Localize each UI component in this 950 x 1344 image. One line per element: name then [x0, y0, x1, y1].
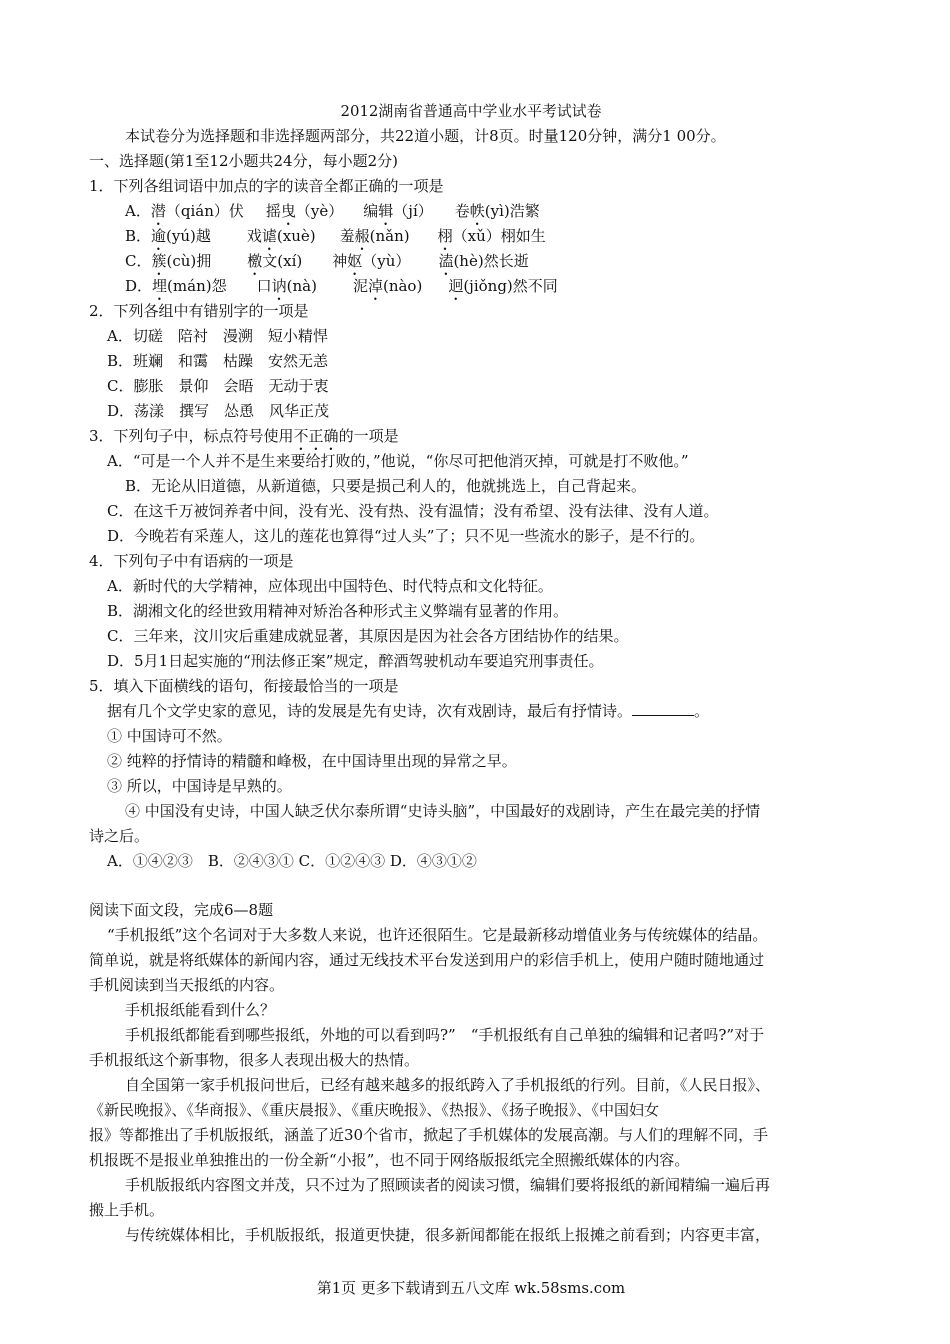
q1-option-d	[125, 276, 558, 304]
pinyin: (mán)怨	[167, 277, 227, 295]
reading-para-4-line-4: 机报既不是报业单独推出的一份全新“小报”，也不同于网络版报纸完全照搬纸媒体的内容。	[89, 1151, 690, 1169]
q3-option-b: B．无论从旧道德，从新道德，只要是损己利人的，他就挑选上，自己背起来。	[125, 477, 647, 495]
lead-end: 。	[694, 702, 710, 720]
q1-option-c	[125, 251, 529, 279]
dotted-char: 谑	[261, 227, 277, 245]
q5-sentence-4: ④ 中国没有史诗，中国人缺乏伏尔泰所谓“史诗头脑”，中国最好的戏剧诗，产生在最完美的抒情	[125, 802, 761, 820]
pinyin: (nà)	[286, 277, 317, 295]
pinyin: （yù）	[362, 252, 411, 270]
pinyin: （qián）伏	[165, 202, 244, 220]
reading-para-5-line-2: 搬上手机。	[89, 1201, 165, 1219]
reading-para-1-line-2: 简单说，就是将纸媒体的新闻内容，通过无线技术平台发送到用户的彩信手机上，使用户随时随地通过	[89, 951, 765, 969]
question-1-stem: 1．下列各组词语中加点的字的读音全都正确的一项是	[89, 177, 444, 195]
q4-option-d: D．5月1日起实施的“刑法修正案”规定，醉酒驾驶机动车要追究刑事责任。	[107, 652, 604, 670]
option-letter: B．	[125, 227, 152, 245]
pinyin: 文(xí)	[262, 252, 303, 270]
page-title: 2012湖南省普通高中学业水平考试试卷	[340, 102, 602, 120]
reading-para-4: 自全国第一家手机报问世后，已经有越来越多的报纸跨入了手机报纸的行列。目前，《人民日报》、	[125, 1076, 771, 1094]
q5-lead-sentence	[107, 701, 709, 721]
section-heading: 一、选择题(第1至12小题共24分，每小题2分)	[89, 152, 398, 170]
word-char: 神	[332, 252, 348, 270]
q4-option-c: C．三年来，汶川灾后重建成就显著，其原因是因为社会各方团结协作的结果。	[107, 627, 629, 645]
pinyin: (cù)拥	[166, 252, 212, 270]
dotted-char: 埋	[152, 277, 168, 295]
word-char: 泥	[352, 277, 368, 295]
pinyin: （jí）	[393, 202, 433, 220]
q4-option-a: A．新时代的大学精神，应体现出中国特色、时代特点和文化特征。	[107, 577, 553, 595]
dotted-char: 檄	[247, 252, 263, 270]
reading-para-1-line-3: 手机阅读到当天报纸的内容。	[89, 976, 285, 994]
q5-sentence-2: ② 纯粹的抒情诗的精髓和峰极，在中国诗里出现的异常之早。	[107, 752, 517, 770]
pinyin: (yì)浩繁	[484, 202, 540, 220]
reading-subheading: 手机报纸能看到什么？	[125, 1001, 276, 1019]
stem-text: 3．下列句子中，标点符号使用	[89, 427, 294, 445]
reading-para-1: “手机报纸”这个名词对于大多数人来说，也许还很陌生。它是最新移动增值业务与传统媒体的结晶。	[107, 926, 768, 944]
pinyin: (hè)然长逝	[453, 252, 529, 270]
dotted-char: 帙	[469, 202, 485, 220]
pinyin: （yè）	[295, 202, 344, 220]
question-2-stem: 2．下列各组中有错别字的一项是	[89, 302, 309, 320]
dotted-char: 淖	[367, 277, 383, 295]
word-char: 编	[363, 202, 379, 220]
dotted-char: 潜	[150, 202, 166, 220]
pinyin: (jiǒng)然不同	[463, 277, 558, 295]
dotted-char: 妪	[347, 252, 363, 270]
reading-para-4-line-2: 《新民晚报》、《华商报》、《重庆晨报》、《重庆晚报》、《热报》、《扬子晚报》、《中国妇女	[89, 1101, 660, 1119]
reading-para-6: 与传统媒体相比，手机版报纸，报道更快捷，很多新闻都能在报纸上报摊之前看到；内容更丰富，	[125, 1226, 771, 1244]
pinyin: （xǔ）栩如生	[452, 227, 546, 245]
word-char: 卷	[454, 202, 470, 220]
q3-option-a: A．“可是一个人并不是生来要给打败的，”他说，“你尽可把他消灭掉，可就是打不败他。”	[107, 452, 689, 470]
question-5-stem: 5．填入下面横线的语句，衔接最恰当的一项是	[89, 677, 399, 695]
dotted-char: 逾	[151, 227, 167, 245]
stem-text: 的一项是	[338, 427, 399, 445]
q5-options: A．①④②③ B．②④③① C．①②④③ D．④③①②	[107, 852, 477, 870]
answer-blank	[632, 701, 694, 716]
pinyin: (nǎn)	[369, 227, 410, 245]
q2-option-c: C．膨胀 景仰 会晤 无动于衷	[107, 377, 329, 395]
word-char: 戏	[246, 227, 262, 245]
dotted-char: 溘	[438, 252, 454, 270]
q1-option-b	[125, 226, 546, 254]
lead-text: 据有几个文学史家的意见，诗的发展是先有史诗，次有戏剧诗，最后有抒情诗。	[107, 702, 633, 720]
reading-para-3-line-2: 手机报纸这个新事物，很多人表现出极大的热情。	[89, 1051, 420, 1069]
word-char: 羞	[339, 227, 355, 245]
q2-option-d: D．荡漾 撰写 怂恿 风华正茂	[107, 402, 330, 420]
q3-option-d: D．今晚若有采莲人，这儿的莲花也算得“过人头”了；只不见一些流水的影子，是不行的。	[107, 527, 705, 545]
option-letter: C．	[125, 252, 152, 270]
question-3-stem	[89, 426, 399, 454]
reading-para-3: 手机报纸都能看到哪些报纸，外地的可以看到吗?” “手机报纸有自己单独的编辑和记者吗?”对于	[125, 1026, 765, 1044]
dotted-char: 栩	[437, 227, 453, 245]
page-footer: 第1页 更多下载请到五八文库 wk.58sms.com	[316, 1279, 626, 1297]
reading-para-5: 手机版报纸内容图文并茂，只不过为了照顾读者的阅读习惯，编辑们要将报纸的新闻精编一遍后再	[125, 1176, 771, 1194]
q2-option-a: A．切磋 陪衬 漫溯 短小精悍	[107, 327, 328, 345]
q5-sentence-1: ① 中国诗可不然。	[107, 727, 232, 745]
option-letter: A．	[125, 202, 151, 220]
emphasis-text: 不正确	[293, 427, 339, 445]
q2-option-b: B．班斓 和霭 枯躁 安然无恙	[107, 352, 329, 370]
word-char: 口	[256, 277, 272, 295]
pinyin: (yú)越	[166, 227, 211, 245]
reading-heading: 阅读下面文段，完成6—8题	[89, 901, 274, 919]
dotted-char: 辑	[378, 202, 394, 220]
q1-option-a	[125, 201, 540, 229]
pinyin: (xuè)	[276, 227, 316, 245]
word-char: 摇	[265, 202, 281, 220]
reading-para-4-line-3: 报》等都推出了手机版报纸，涵盖了近30个省市，掀起了手机媒体的发展高潮。与人们的理解不同，手	[89, 1126, 769, 1144]
dotted-char: 赧	[354, 227, 370, 245]
q5-sentence-4-cont: 诗之后。	[89, 827, 150, 845]
pinyin: (nào)	[382, 277, 423, 295]
dotted-char: 簇	[151, 252, 167, 270]
dotted-char: 迥	[448, 277, 464, 295]
option-letter: D．	[125, 277, 153, 295]
question-4-stem: 4．下列句子中有语病的一项是	[89, 552, 294, 570]
q3-option-c: C．在这千万被饲养者中间，没有光、没有热、没有温情；没有希望、没有法律、没有人道。	[107, 502, 719, 520]
dotted-char: 讷	[271, 277, 287, 295]
dotted-char: 曳	[280, 202, 296, 220]
q4-option-b: B．湖湘文化的经世致用精神对矫治各种形式主义弊端有显著的作用。	[107, 602, 569, 620]
q5-sentence-3: ③ 所以，中国诗是早熟的。	[107, 777, 292, 795]
intro-text: 本试卷分为选择题和非选择题两部分，共22道小题，计8页。时量120分钟，满分1 00分。	[125, 127, 726, 145]
